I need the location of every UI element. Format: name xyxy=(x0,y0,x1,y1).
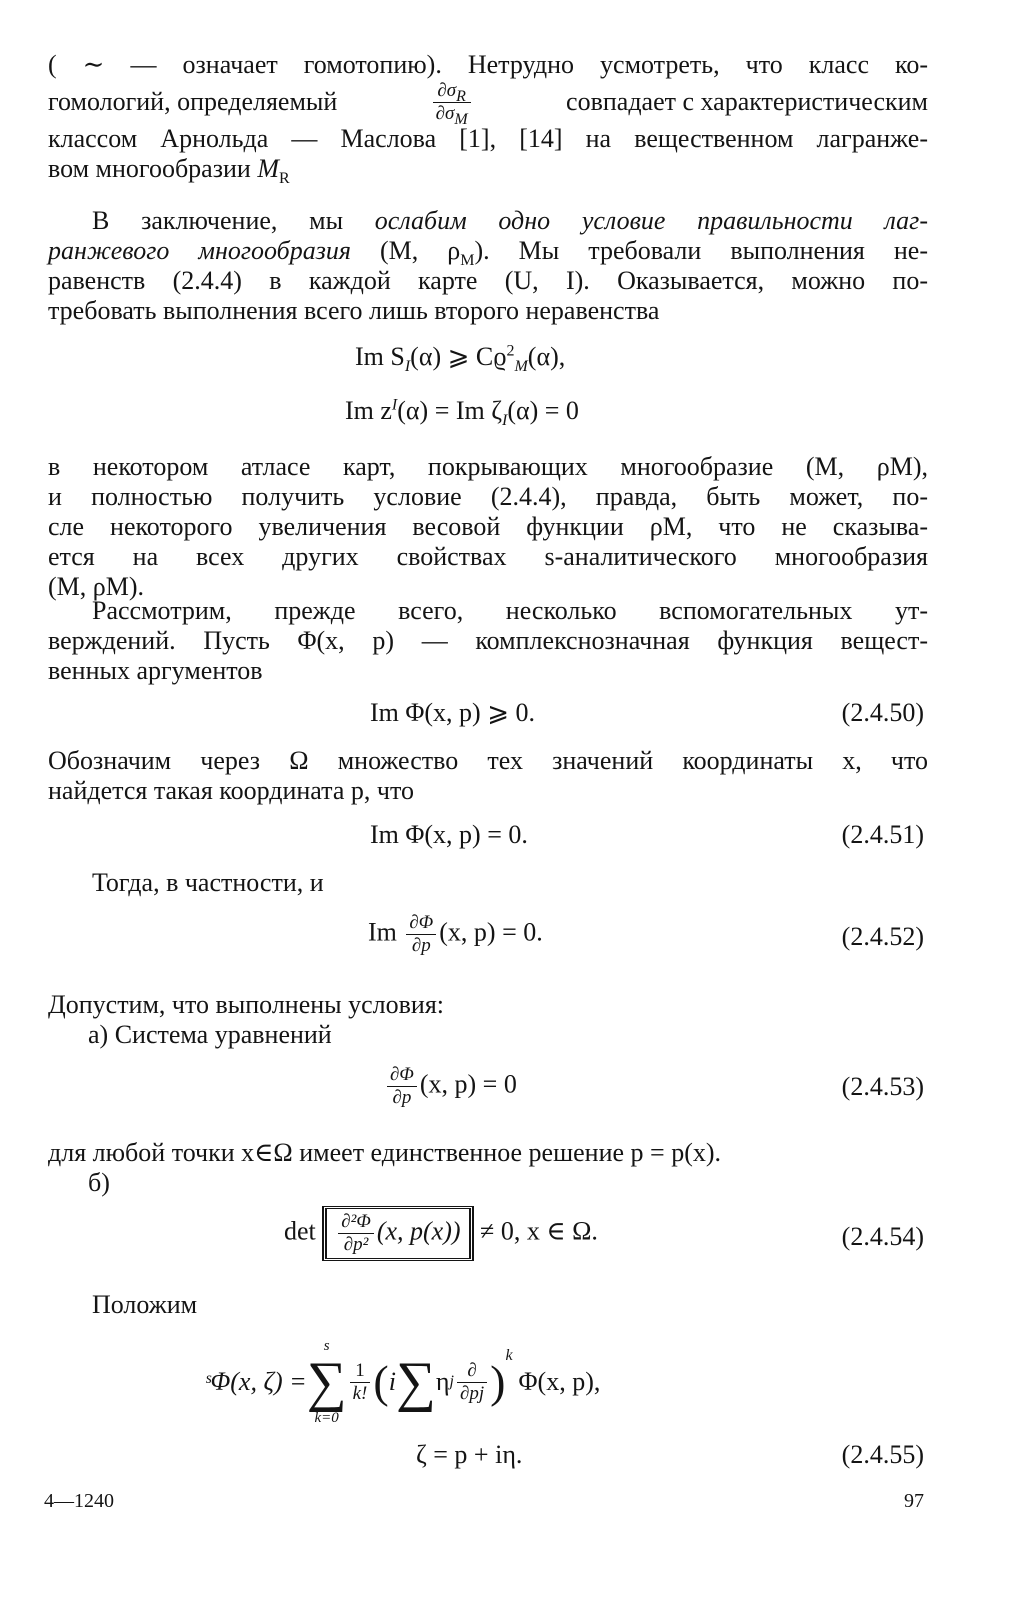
equation-number: (2.4.50) xyxy=(841,698,924,727)
denominator: ∂p xyxy=(411,935,431,956)
text-line: венных аргументов xyxy=(48,656,263,685)
paragraph-unique-solution xyxy=(48,1138,928,1198)
paragraph-omega xyxy=(48,746,928,806)
formula-part: (α) ⩾ Cϱ xyxy=(410,342,507,371)
equation-number: (2.4.54) xyxy=(841,1222,924,1251)
text-fragment: гомологий, определяемый xyxy=(48,87,338,116)
numerator: ∂²Φ xyxy=(338,1211,374,1234)
paragraph-consider xyxy=(48,596,928,626)
italic-text: ранжевого многообразия xyxy=(48,236,351,265)
superscript: I xyxy=(391,396,398,414)
formula-part: (α) = Im ζ xyxy=(397,396,502,425)
text-fragment: (M, ρ xyxy=(350,236,461,265)
inequality-im-s xyxy=(355,342,566,376)
text-fragment: вом многообразии xyxy=(48,154,258,183)
paragraph-atlas xyxy=(48,452,928,602)
equation-2-4-52 xyxy=(368,912,543,957)
text-line xyxy=(92,206,928,236)
text-line: для любой точки x∈Ω имеет единственное решение p = p(x). xyxy=(48,1138,722,1167)
formula-part: i xyxy=(388,1367,396,1396)
norm-brackets xyxy=(322,1206,473,1261)
denominator: ∂pj xyxy=(459,1382,485,1404)
equation-zeta: ζ = p + iη. xyxy=(416,1440,523,1469)
paragraph-conclusion xyxy=(48,206,928,236)
formula-part: Φ(x, p), xyxy=(518,1367,601,1396)
text-line: ( ∼ — означает гомотопию). Нетрудно усмотреть, что класс ко- xyxy=(48,50,928,79)
formula-part: (x, p) = 0. xyxy=(439,917,543,947)
fraction-dphi-dp xyxy=(387,1064,417,1109)
fraction-partial-derivative xyxy=(457,1360,487,1405)
close-paren: ) xyxy=(490,1356,506,1407)
numerator: ∂ xyxy=(457,1360,487,1383)
fraction-second-derivative xyxy=(338,1211,374,1256)
sigma-symbol: ∑ xyxy=(306,1351,347,1413)
text-line: верждений. Пусть Φ(x, p) — комплекснозначная функция вещест- xyxy=(48,626,928,655)
text-line: классом Арнольда — Маслова [1], [14] на вещественном лагранже- xyxy=(48,124,928,153)
fraction-1-over-k-factorial xyxy=(350,1360,371,1405)
text-line: требовать выполнения всего лишь второго неравенства xyxy=(48,296,660,325)
sum-upper-limit: s xyxy=(323,1338,330,1354)
text-line: Обозначим через Ω множество тех значений координаты x, что xyxy=(48,746,928,775)
formula-part: (x, p) = 0 xyxy=(419,1069,517,1099)
equation-2-4-51: Im Φ(x, p) = 0. xyxy=(370,820,528,849)
equation-2-4-54 xyxy=(284,1206,598,1261)
text-line: и полностью получить условие (2.4.4), правда, быть может, по- xyxy=(48,482,928,511)
sigma-symbol: ∑ xyxy=(395,1351,436,1413)
text-line-with-fraction xyxy=(48,79,928,128)
subscript: R xyxy=(456,87,466,105)
formula-part: (x, p(x)) xyxy=(376,1216,461,1246)
italic-text: ослабим одно условие правильности лаг- xyxy=(374,206,928,235)
equation-number: (2.4.52) xyxy=(841,922,924,951)
text-line: ется на всех других свойствах s-аналитического многообразия xyxy=(48,542,928,571)
subscript: M xyxy=(514,358,528,376)
fraction-dphi-dp xyxy=(406,912,436,957)
text-line: Положим xyxy=(92,1290,198,1319)
formula-part: η xyxy=(435,1367,450,1396)
numerator: ∂Φ xyxy=(406,912,436,935)
formula-part: Im S xyxy=(355,342,405,371)
text-line: равенств (2.4.4) в каждой карте (U, I). Оказывается, можно по- xyxy=(48,266,928,295)
equation-2-4-55: ˢΦ(x, ζ) = s ∑ k=0 $\frac{1}{k!}$ ( i ∑ η j $\frac{\partial}{\partial pj}$ ) k Φ(x, p), xyxy=(205,1338,601,1426)
denominator: k! xyxy=(352,1382,368,1404)
equation-2-4-53 xyxy=(384,1064,517,1109)
text-fragment: совпадает с характеристическим xyxy=(566,87,928,116)
formula-part: (α), xyxy=(527,342,566,371)
equation-im-z xyxy=(345,396,579,430)
text-line xyxy=(48,154,928,188)
equation-number: (2.4.55) xyxy=(841,1440,924,1469)
paragraph-homotopy xyxy=(48,50,928,188)
text-line: б) xyxy=(88,1168,110,1197)
numerator: 1 xyxy=(350,1360,371,1383)
equation-number: (2.4.53) xyxy=(841,1072,924,1101)
formula-part: ˢΦ(x, ζ) = xyxy=(205,1367,307,1396)
inner-summation-sign xyxy=(395,1351,436,1413)
summation-sign xyxy=(307,1338,347,1426)
symbol-M: M xyxy=(257,154,279,183)
text-line: а) Система уравнений xyxy=(88,1020,332,1049)
paragraph-then xyxy=(48,868,972,898)
text-line: в некотором атласе карт, покрывающих многообразие (M, ρM), xyxy=(48,452,928,481)
printer-signature: 4—1240 xyxy=(44,1490,114,1512)
paragraph-conditions xyxy=(48,990,928,1050)
text-line xyxy=(48,236,928,270)
text-fragment: ). Мы требовали выполнения не- xyxy=(474,236,928,265)
paragraph-let xyxy=(48,1290,972,1320)
paragraph-consider-cont xyxy=(48,626,928,686)
formula-part: ≠ 0, x ∈ Ω. xyxy=(480,1216,598,1246)
superscript: 2 xyxy=(506,342,515,360)
subscript: R xyxy=(278,170,290,188)
text-line: Рассмотрим, прежде всего, несколько вспомогательных ут- xyxy=(92,596,928,625)
denominator: ∂p² xyxy=(343,1234,369,1255)
paragraph-conclusion-cont xyxy=(48,236,928,326)
text-line: сле некоторого увеличения весовой функции ρM, что не сказыва- xyxy=(48,512,928,541)
sum-lower-limit: k=0 xyxy=(314,1410,339,1426)
text-line: Допустим, что выполнены условия: xyxy=(48,990,445,1019)
text-line: Тогда, в частности, и xyxy=(92,868,324,897)
formula-part: Im z xyxy=(345,396,392,425)
subscript: M xyxy=(454,110,468,128)
fraction-d-sigma xyxy=(433,79,471,128)
numerator: ∂σ xyxy=(437,79,457,101)
subscript: I xyxy=(404,358,411,376)
denominator: ∂p xyxy=(392,1087,412,1108)
text-fragment: В заключение, мы xyxy=(92,206,375,235)
subscript: I xyxy=(502,412,508,430)
text-line: (M, ρM). xyxy=(48,572,145,601)
formula-part: Im xyxy=(368,917,397,947)
page-number: 97 xyxy=(904,1490,924,1512)
denominator: ∂σ xyxy=(435,102,455,124)
numerator: ∂Φ xyxy=(387,1064,417,1087)
open-paren: ( xyxy=(373,1356,389,1407)
equation-number: (2.4.51) xyxy=(841,820,924,849)
equation-2-4-50: Im Φ(x, p) ⩾ 0. xyxy=(370,698,535,727)
subscript: M xyxy=(460,252,475,270)
formula-part: det xyxy=(284,1216,316,1246)
formula-part: (α) = 0 xyxy=(507,396,579,425)
text-line: найдется такая координата p, что xyxy=(48,776,414,805)
